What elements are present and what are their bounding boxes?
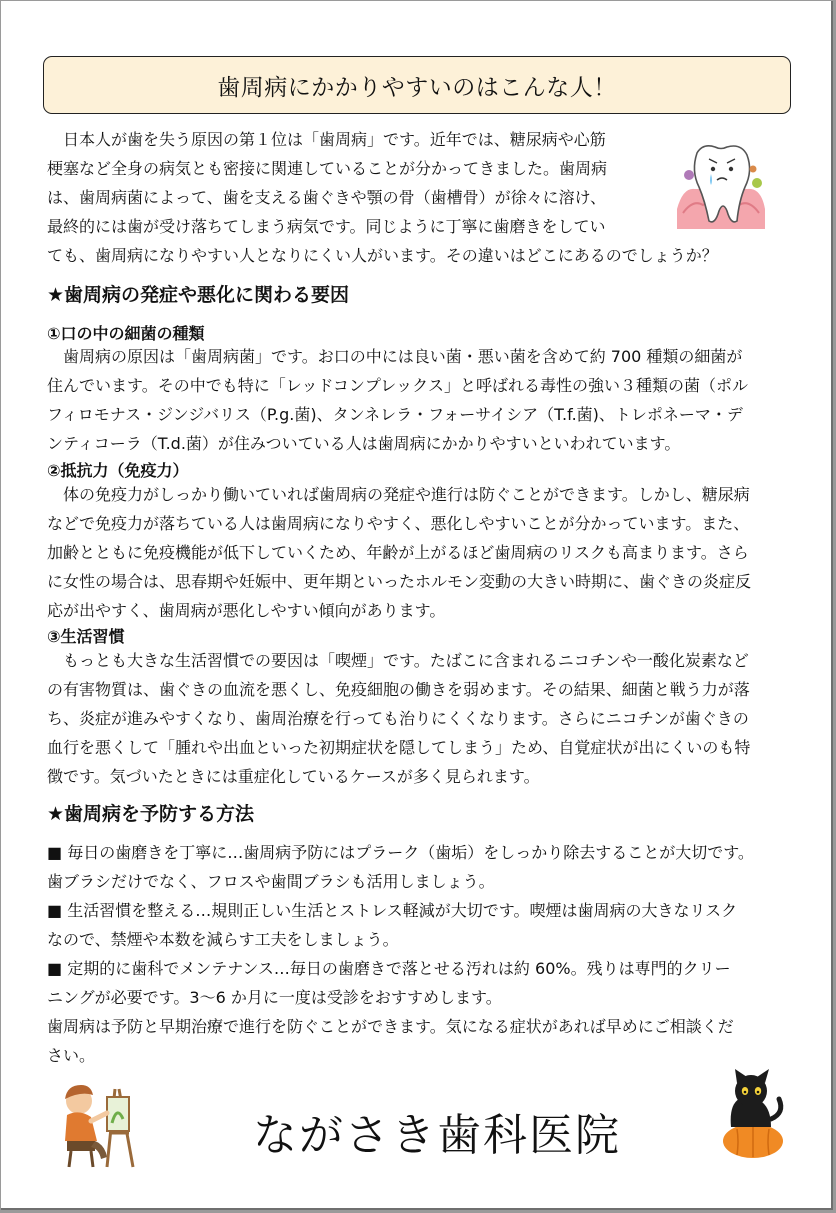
paragraph-immunity: [47, 480, 751, 625]
paragraph-line: 体の免疫力がしっかり働いていれば歯周病の発症や進行は防ぐことができます。しかし、糖尿病: [47, 485, 750, 504]
paragraph-line: 加齢とともに免疫機能が低下していくため、年齢が上がるほど歯周病のリスクも高まります。さら: [47, 543, 749, 562]
subheading-bacteria: ①口の中の細菌の種類: [47, 324, 205, 343]
paragraph-line: 血行を悪くして「腫れや出血といった初期症状を隠してしまう」ため、自覚症状が出にくいのも特: [47, 738, 751, 757]
paragraph-bacteria: [47, 342, 748, 458]
intro-line: ても、歯周病になりやすい人となりにくい人がいます。その違いはどこにあるのでしょうか？: [47, 246, 718, 265]
paragraph-line: ンティコーラ（T.d.菌）が住みついている人は歯周病にかかりやすいといわれています。: [47, 434, 681, 453]
page-title: 歯周病にかかりやすいのはこんな人！: [217, 74, 617, 101]
paragraph-line: 応が出やすく、歯周病が悪化しやすい傾向があります。: [47, 601, 446, 620]
paragraph-line: の有害物質は、歯ぐきの血流を悪くし、免疫細胞の働きを弱めます。その結果、細菌と戦う力が落: [47, 680, 750, 699]
subheading-lifestyle: ③生活習慣: [47, 627, 125, 646]
paragraph-lifestyle: [47, 646, 750, 791]
paragraph-line: に女性の場合は、思春期や妊娠中、更年期といったホルモン変動の大きい時期に、歯ぐきの炎症反: [47, 572, 752, 591]
intro-line: 最終的には歯が受け落ちてしまう病気です。同じように丁寧に歯磨きをしてい: [47, 217, 606, 236]
intro-line: 梗塞など全身の病気とも密接に関連していることが分かってきました。歯周病: [47, 159, 608, 178]
black-cat-pumpkin-icon: [717, 1069, 789, 1159]
section-heading-prevention: ★歯周病を予防する方法: [47, 803, 255, 825]
prevention-line: ■ 生活習慣を整える…規則正しい生活とストレス軽減が大切です。喫煙は歯周病の大きなリスク: [47, 901, 738, 920]
intro-line: 日本人が歯を失う原因の第１位は「歯周病」です。近年では、糖尿病や心筋: [47, 130, 606, 149]
section-heading-factors: ★歯周病の発症や悪化に関わる要因: [47, 284, 350, 306]
intro-line: は、歯周病菌によって、歯を支える歯ぐきや顎の骨（歯槽骨）が徐々に溶け、: [47, 188, 607, 207]
crying-tooth-icon: [673, 139, 769, 231]
intro-paragraph: [47, 125, 718, 270]
title-banner: [43, 56, 791, 114]
flyer-page: [1, 1, 833, 1210]
prevention-list: [47, 838, 754, 1070]
paragraph-line: もっとも大きな生活習慣での要因は「喫煙」です。たばこに含まれるニコチンや一酸化炭素など: [47, 651, 749, 670]
paragraph-line: 徴です。気づいたときには重症化しているケースが多く見られます。: [47, 767, 540, 786]
prevention-line: ■ 定期的に歯科でメンテナンス…毎日の歯磨きで落とせる汚れは約 60%。残りは専門的クリー: [47, 959, 731, 978]
paragraph-line: フィロモナス・ジンジバリス（P.g.菌)、タンネレラ・フォーサイシア（T.f.菌)、トレポネーマ・デ: [47, 405, 743, 424]
paragraph-line: 歯周病の原因は「歯周病菌」です。お口の中には良い菌・悪い菌を含めて約 700 種類の細菌が: [47, 347, 743, 366]
prevention-line: ニングが必要です。3～6 か月に一度は受診をおすすめします。: [47, 988, 502, 1007]
paragraph-line: ち、炎症が進みやすくなり、歯周治療を行っても治りにくくなります。さらにニコチンが歯ぐきの: [47, 709, 749, 728]
prevention-line: なので、禁煙や本数を減らす工夫をしましょう。: [47, 930, 399, 949]
prevention-line: 歯ブラシだけでなく、フロスや歯間ブラシも活用しましょう。: [47, 872, 495, 891]
prevention-line: 歯周病は予防と早期治療で進行を防ぐことができます。気になる症状があれば早めにご相談くだ: [47, 1017, 734, 1036]
clinic-name: ながさき歯科医院: [253, 1110, 621, 1161]
painter-illustration: [57, 1079, 141, 1171]
prevention-line: さい。: [47, 1046, 96, 1065]
paragraph-line: などで免疫力が落ちている人は歯周病になりやすく、悪化しやすいことが分かっています。また、: [47, 514, 750, 533]
prevention-line: ■ 毎日の歯磨きを丁寧に…歯周病予防にはプラーク（歯垢）をしっかり除去することが大切です。: [47, 843, 754, 862]
subheading-immunity: ②抵抗力（免疫力）: [47, 461, 189, 480]
paragraph-line: 住んでいます。その中でも特に「レッドコンプレックス」と呼ばれる毒性の強い３種類の菌（ポル: [47, 376, 748, 395]
